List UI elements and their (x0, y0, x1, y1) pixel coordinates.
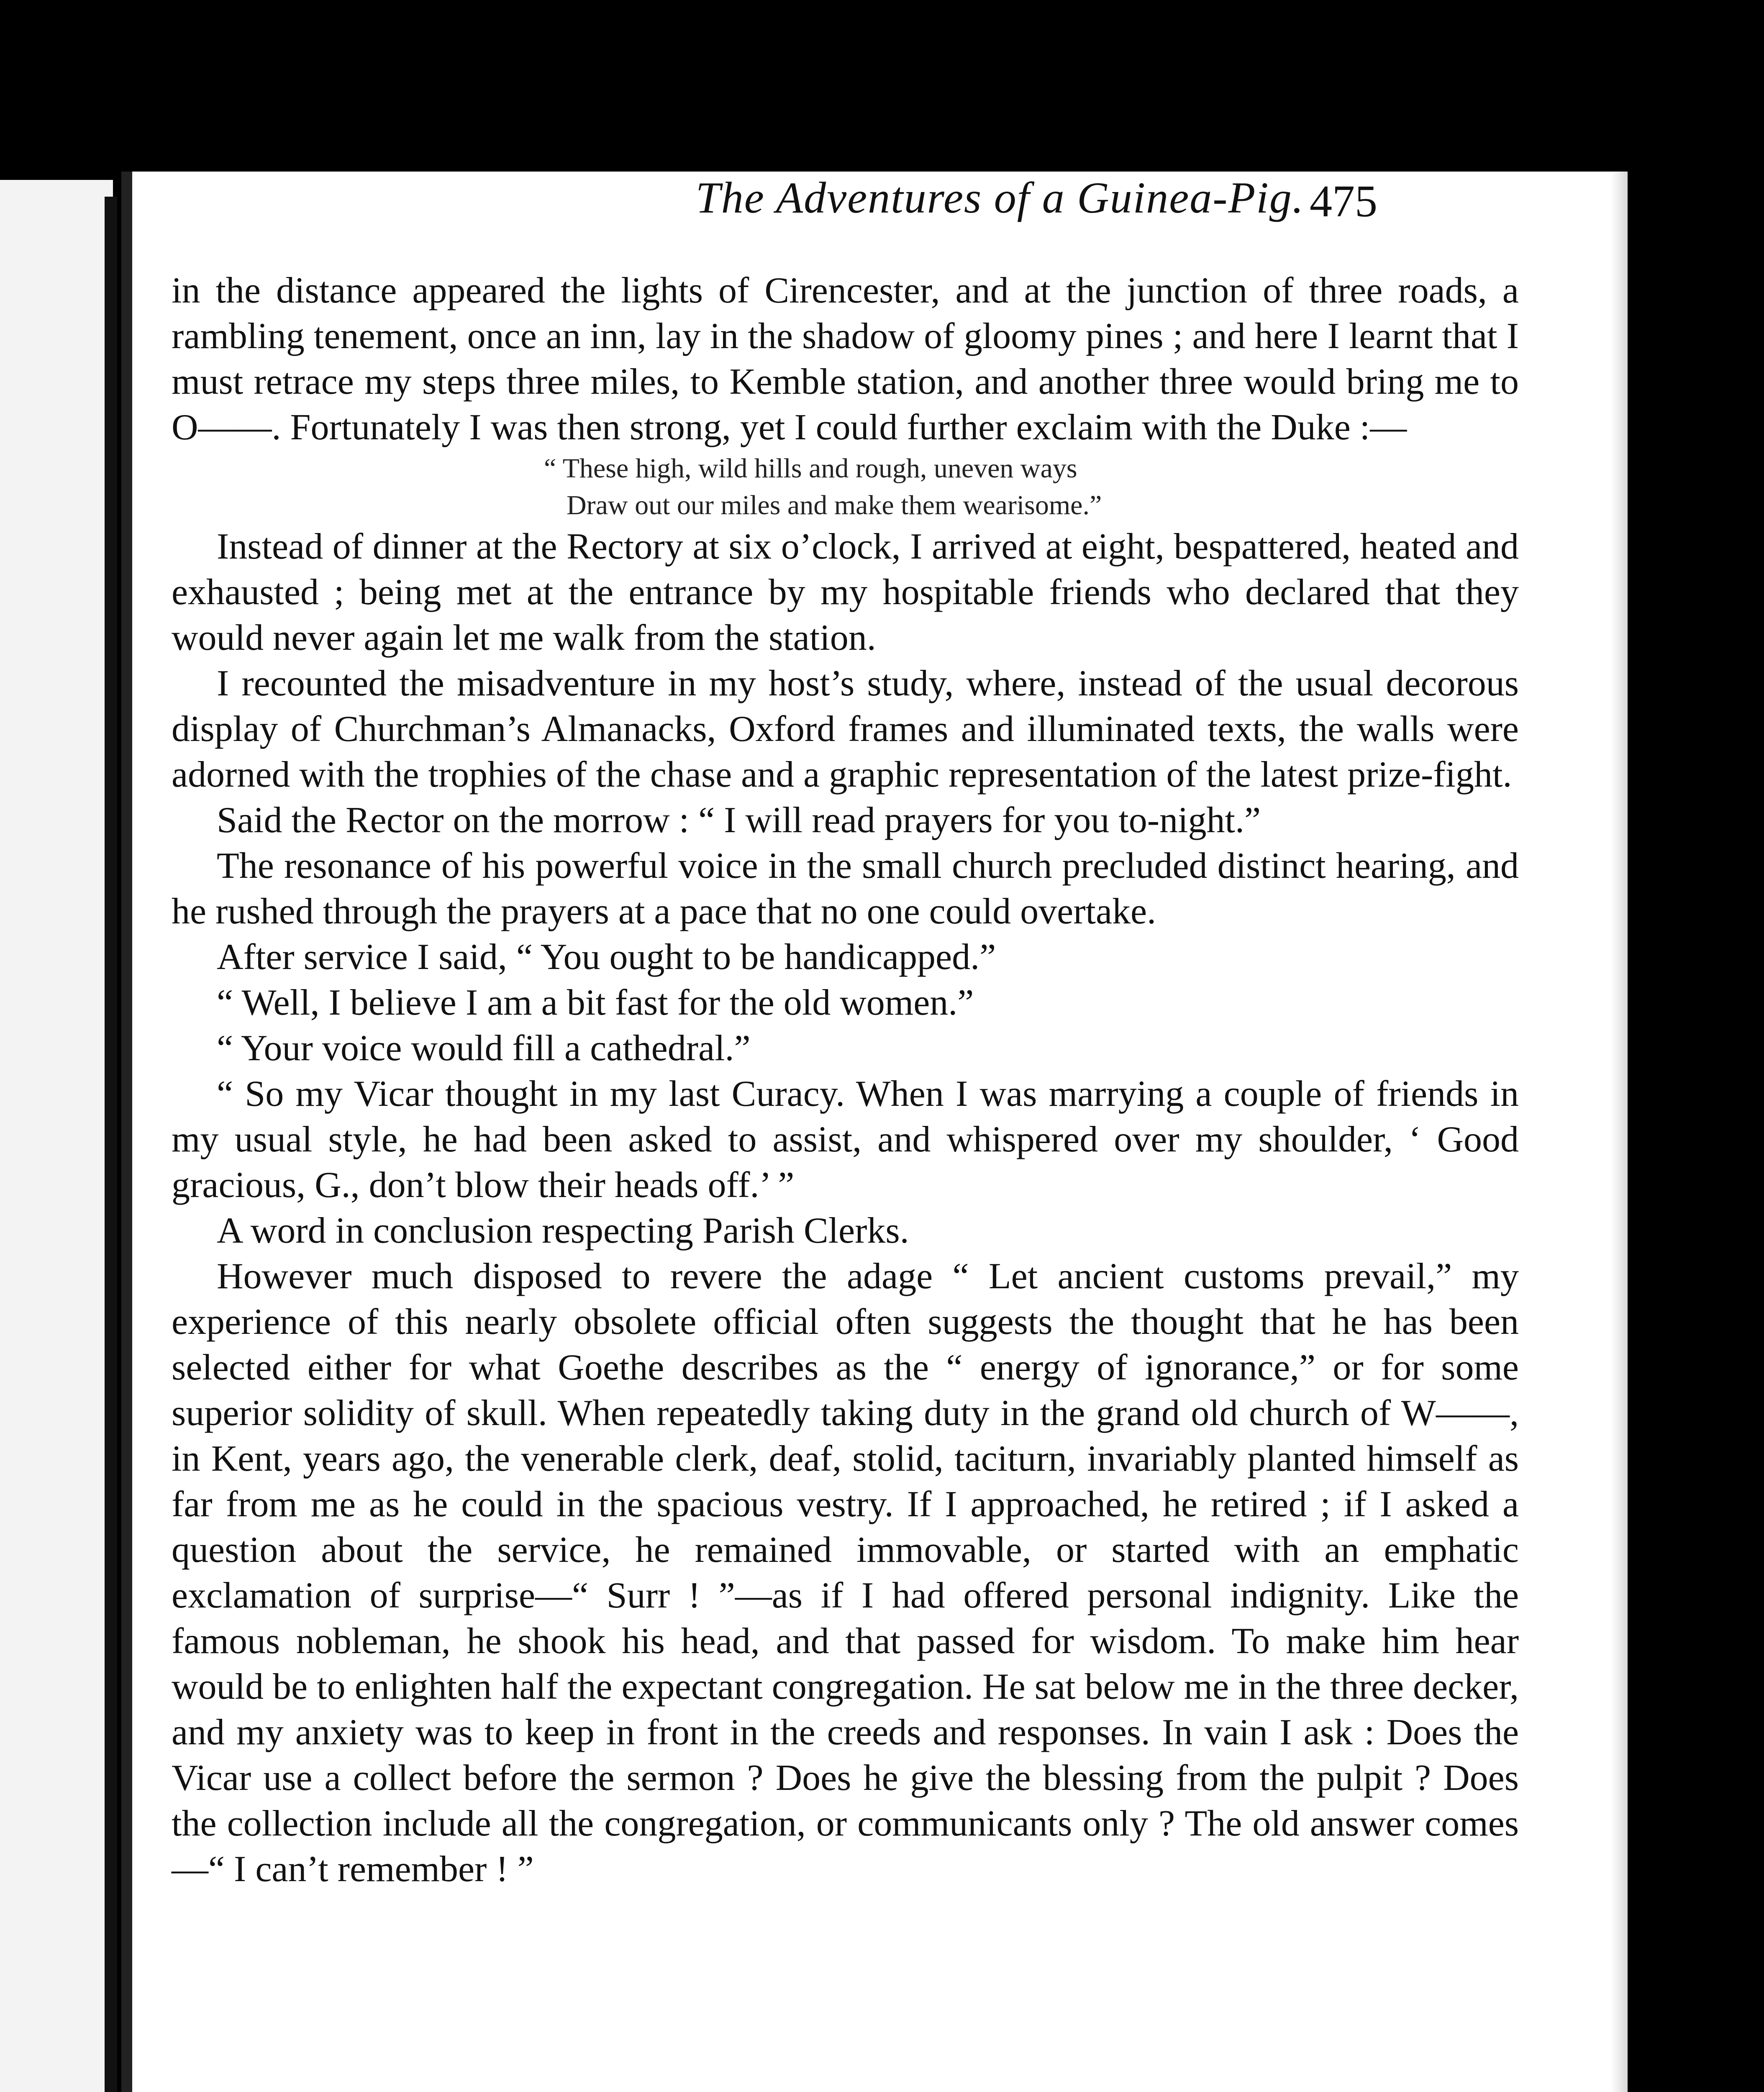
paragraph: A word in conclusion respecting Parish Clerks. (217, 1210, 909, 1251)
body-text (172, 268, 1519, 1892)
page-binding-shadow (121, 172, 132, 2092)
page-number: 475 (1310, 177, 1377, 226)
paragraph: After service I said, “ You ought to be handicapped.” (217, 937, 996, 977)
running-title: The Adventures of a Guinea-Pig. (695, 173, 1305, 222)
facing-page-edge (0, 180, 113, 2092)
paragraph: “ So my Vicar thought in my last Curacy. When I was marrying a couple of friends in my usual style, he had been asked to assist, and whispered over my shoulder, ‘ Good gracious, G., don’t blow their heads off.’ ” (172, 1074, 1519, 1205)
verse-line-2: Draw out our miles and make them wearisome.” (567, 490, 1102, 520)
paragraph-continued: in the distance appeared the lights of Cirencester, and at the junction of three roads, a rambling tenement, once an inn, lay in the shadow of gloomy pines ; and here I learnt that I must retrace my steps three miles, to Kemble station, and another three would bring me to O——. Fortunately I was then strong, yet I could further exclaim with the Duke :— (172, 270, 1519, 448)
paragraph: However much disposed to revere the adage “ Let ancient customs prevail,” my experience of this nearly obsolete official often suggests the thought that he has been selected either for what Goethe describes as the “ energy of ignorance,” or for some superior solidity of skull. When repeatedly taking duty in the grand old church of W——, in Kent, years ago, the venerable clerk, deaf, stolid, taciturn, invariably planted himself as far from me as he could in the spacious vestry. If I approached, he retired ; if I asked a question about the service, he remained immovable, or started with an emphatic exclamation of surprise—“ Surr ! ”—as if I had offered personal indignity. Like the famous nobleman, he shook his head, and that passed for wisdom. To make him hear would be to enlighten half the expectant congregation. He sat below me in the three decker, and my anxiety was to keep in front in the creeds and responses. In vain I ask : Does the Vicar use a collect before the sermon ? Does he give the blessing from the pulpit ? Does the collection include all the congregation, or communicants only ? The old answer comes —“ I can’t remember ! ” (172, 1256, 1519, 1889)
paragraph: The resonance of his powerful voice in the small church precluded distinct hearing, and he rushed through the prayers at a pace that no one could overtake. (172, 846, 1519, 932)
verse-line-1: “ These high, wild hills and rough, uneven ways (544, 453, 1077, 484)
paragraph: “ Well, I believe I am a bit fast for the old women.” (217, 982, 974, 1023)
paragraph: I recounted the misadventure in my host’s study, where, instead of the usual decorous display of Churchman’s Almanacks, Oxford frames and illuminated texts, the walls were adorned with the trophies of the chase and a graphic representation of the latest prize-fight. (172, 663, 1519, 795)
paragraph: Said the Rector on the morrow : “ I will read prayers for you to-night.” (217, 800, 1261, 841)
page-right-edge (1611, 172, 1628, 2092)
verse-quotation (544, 450, 1519, 524)
paragraph: “ Your voice would fill a cathedral.” (217, 1028, 751, 1069)
gutter-shadow (105, 197, 117, 2092)
paragraph: Instead of dinner at the Rectory at six o’clock, I arrived at eight, bespattered, heated and exhausted ; being met at the entrance by my hospitable friends who declared that they would never again let me walk from the station. (172, 526, 1519, 658)
